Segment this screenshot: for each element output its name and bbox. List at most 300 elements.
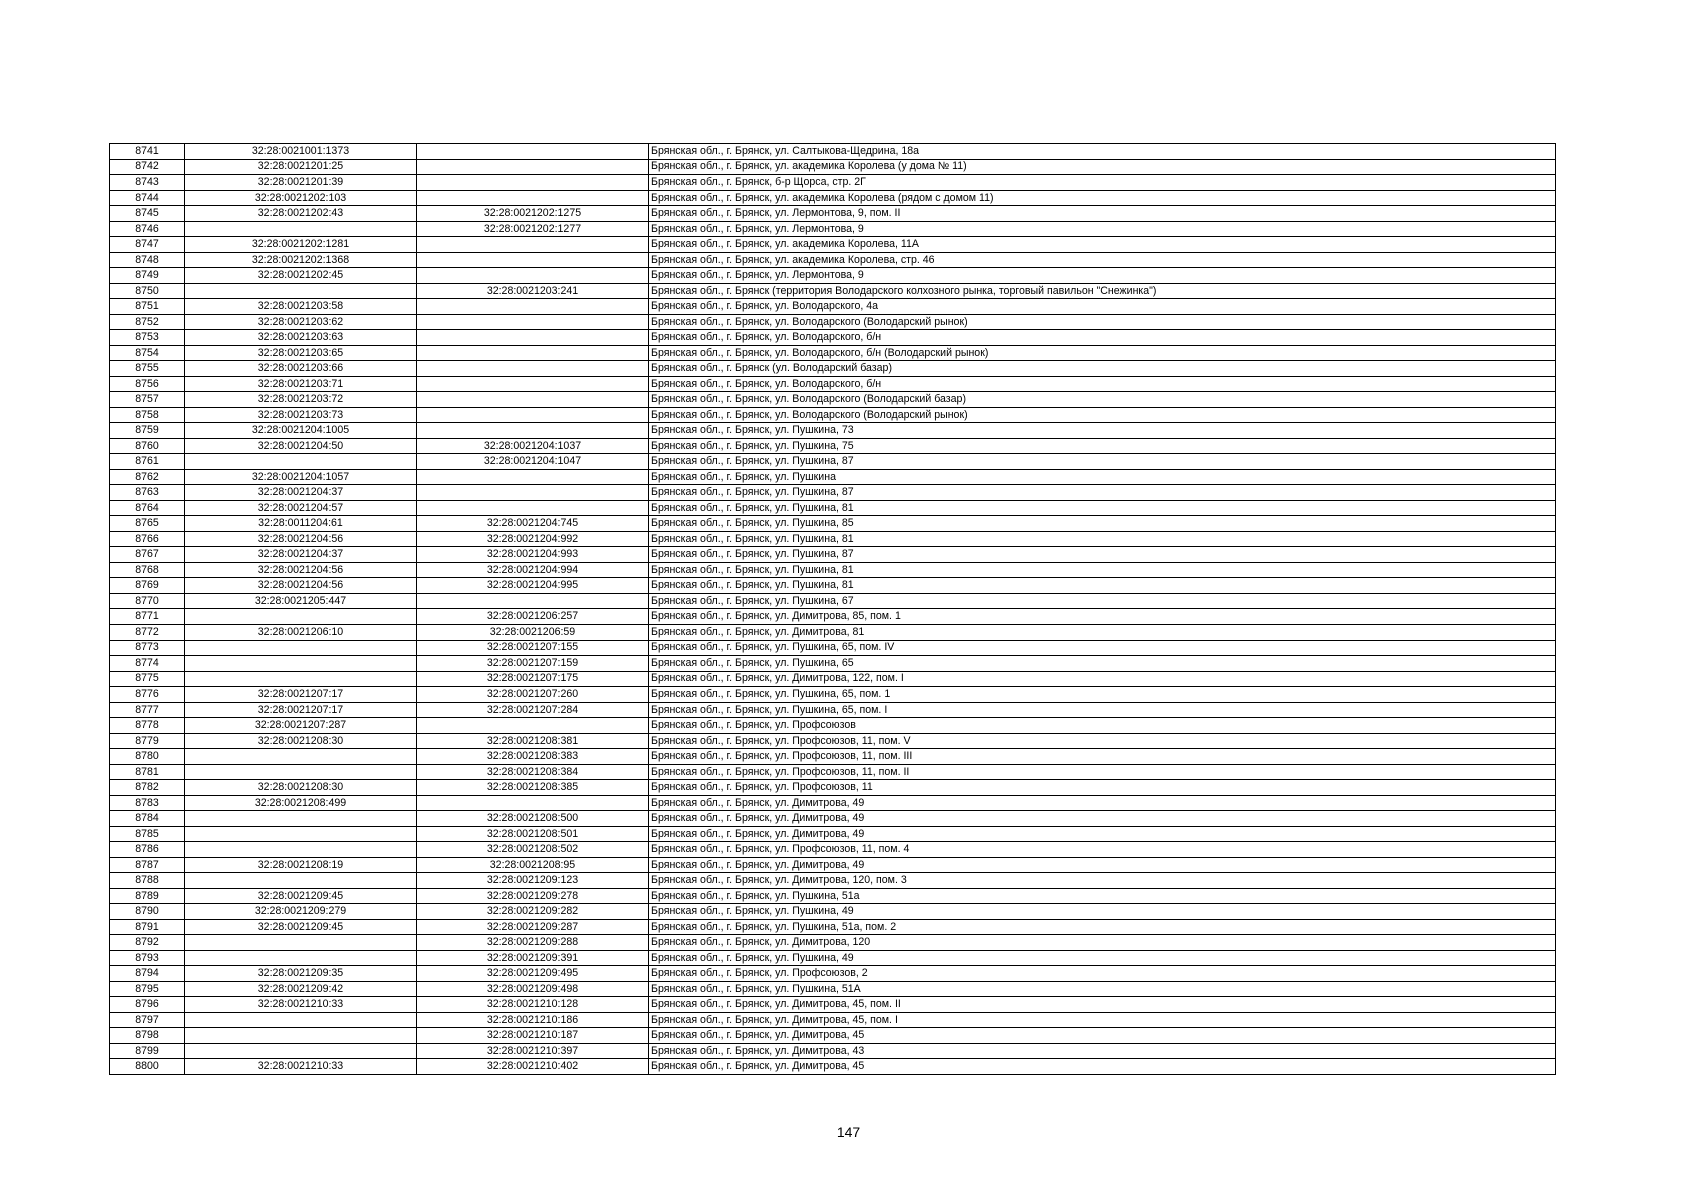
cadastral-number-cell — [185, 454, 417, 470]
premises-cadastral-number-cell: 32:28:0021210:186 — [417, 1012, 649, 1028]
address-cell: Брянская обл., г. Брянск, ул. Пушкина, 81 — [649, 578, 1556, 594]
address-cell: Брянская обл., г. Брянск, ул. академика Королева, 11А — [649, 237, 1556, 253]
row-number-cell: 8763 — [110, 485, 185, 501]
premises-cadastral-number-cell — [417, 345, 649, 361]
table-row — [110, 531, 1556, 547]
table-row — [110, 842, 1556, 858]
address-cell: Брянская обл., г. Брянск, ул. Пушкина, 65, пом. I — [649, 702, 1556, 718]
row-number-cell: 8758 — [110, 407, 185, 423]
address-cell: Брянская обл., г. Брянск, ул. Лермонтова, 9, пом. II — [649, 206, 1556, 222]
row-number-cell: 8786 — [110, 842, 185, 858]
table-row — [110, 175, 1556, 191]
address-cell: Брянская обл., г. Брянск, ул. Пушкина, 51А — [649, 981, 1556, 997]
premises-cadastral-number-cell: 32:28:0021208:385 — [417, 780, 649, 796]
table-row — [110, 795, 1556, 811]
address-cell: Брянская обл., г. Брянск, ул. Лермонтова, 9 — [649, 221, 1556, 237]
table-row — [110, 376, 1556, 392]
address-cell: Брянская обл., г. Брянск, ул. Пушкина, 49 — [649, 904, 1556, 920]
table-row — [110, 702, 1556, 718]
premises-cadastral-number-cell — [417, 718, 649, 734]
row-number-cell: 8749 — [110, 268, 185, 284]
cadastral-number-cell: 32:28:0021203:65 — [185, 345, 417, 361]
address-cell: Брянская обл., г. Брянск, ул. Володарского (Володарский рынок) — [649, 314, 1556, 330]
table-row — [110, 485, 1556, 501]
premises-cadastral-number-cell — [417, 268, 649, 284]
row-number-cell: 8781 — [110, 764, 185, 780]
premises-cadastral-number-cell: 32:28:0021209:495 — [417, 966, 649, 982]
row-number-cell: 8759 — [110, 423, 185, 439]
address-cell: Брянская обл., г. Брянск, ул. Профсоюзов, 11, пом. II — [649, 764, 1556, 780]
table-row — [110, 516, 1556, 532]
cadastral-number-cell — [185, 640, 417, 656]
premises-cadastral-number-cell: 32:28:0021210:402 — [417, 1059, 649, 1075]
premises-cadastral-number-cell: 32:28:0021204:745 — [417, 516, 649, 532]
row-number-cell: 8779 — [110, 733, 185, 749]
premises-cadastral-number-cell: 32:28:0021204:1037 — [417, 438, 649, 454]
address-cell: Брянская обл., г. Брянск, ул. Димитрова, 85, пом. 1 — [649, 609, 1556, 625]
premises-cadastral-number-cell: 32:28:0021204:994 — [417, 562, 649, 578]
cadastral-number-cell — [185, 842, 417, 858]
cadastral-number-cell: 32:28:0021208:19 — [185, 857, 417, 873]
cadastral-number-cell — [185, 749, 417, 765]
row-number-cell: 8760 — [110, 438, 185, 454]
cadastral-number-cell: 32:28:0021001:1373 — [185, 144, 417, 160]
cadastral-number-cell: 32:28:0021207:287 — [185, 718, 417, 734]
premises-cadastral-number-cell: 32:28:0021208:502 — [417, 842, 649, 858]
table-row — [110, 299, 1556, 315]
row-number-cell: 8792 — [110, 935, 185, 951]
table-row — [110, 345, 1556, 361]
premises-cadastral-number-cell — [417, 500, 649, 516]
table-row — [110, 1059, 1556, 1075]
row-number-cell: 8789 — [110, 888, 185, 904]
address-cell: Брянская обл., г. Брянск, ул. Пушкина, 87 — [649, 454, 1556, 470]
row-number-cell: 8761 — [110, 454, 185, 470]
cadastral-number-cell — [185, 656, 417, 672]
address-cell: Брянская обл., г. Брянск (территория Володарского колхозного рынка, торговый павильон "Снежинка") — [649, 283, 1556, 299]
address-cell: Брянская обл., г. Брянск, ул. Пушкина, 87 — [649, 485, 1556, 501]
row-number-cell: 8744 — [110, 190, 185, 206]
table-row — [110, 361, 1556, 377]
address-cell: Брянская обл., г. Брянск, ул. академика Королева, стр. 46 — [649, 252, 1556, 268]
premises-cadastral-number-cell — [417, 423, 649, 439]
table-row — [110, 687, 1556, 703]
row-number-cell: 8791 — [110, 919, 185, 935]
table-row — [110, 438, 1556, 454]
cadastral-number-cell: 32:28:0021203:71 — [185, 376, 417, 392]
address-cell: Брянская обл., г. Брянск, ул. Димитрова, 122, пом. I — [649, 671, 1556, 687]
cadastral-number-cell: 32:28:0021203:73 — [185, 407, 417, 423]
row-number-cell: 8764 — [110, 500, 185, 516]
premises-cadastral-number-cell — [417, 144, 649, 160]
premises-cadastral-number-cell: 32:28:0021204:1047 — [417, 454, 649, 470]
premises-cadastral-number-cell: 32:28:0021207:284 — [417, 702, 649, 718]
table-row — [110, 671, 1556, 687]
table-row — [110, 826, 1556, 842]
table-row — [110, 888, 1556, 904]
table-row — [110, 919, 1556, 935]
address-cell: Брянская обл., г. Брянск, ул. Пушкина, 65, пом. IV — [649, 640, 1556, 656]
cadastral-number-cell: 32:28:0021204:1005 — [185, 423, 417, 439]
address-cell: Брянская обл., г. Брянск, ул. Профсоюзов, 11 — [649, 780, 1556, 796]
premises-cadastral-number-cell — [417, 252, 649, 268]
premises-cadastral-number-cell: 32:28:0021208:501 — [417, 826, 649, 842]
address-cell: Брянская обл., г. Брянск, ул. Пушкина, 73 — [649, 423, 1556, 439]
row-number-cell: 8796 — [110, 997, 185, 1013]
cadastral-number-cell — [185, 873, 417, 889]
row-number-cell: 8778 — [110, 718, 185, 734]
cadastral-number-cell: 32:28:0021205:447 — [185, 593, 417, 609]
address-cell: Брянская обл., г. Брянск, ул. Володарского (Володарский рынок) — [649, 407, 1556, 423]
table-row — [110, 981, 1556, 997]
premises-cadastral-number-cell: 32:28:0021208:383 — [417, 749, 649, 765]
cadastral-number-cell: 32:28:0021201:25 — [185, 159, 417, 175]
row-number-cell: 8800 — [110, 1059, 185, 1075]
address-cell: Брянская обл., г. Брянск, ул. Володарского, б/н (Володарский рынок) — [649, 345, 1556, 361]
row-number-cell: 8753 — [110, 330, 185, 346]
premises-cadastral-number-cell: 32:28:0021207:175 — [417, 671, 649, 687]
address-cell: Брянская обл., г. Брянск, ул. Пушкина, 49 — [649, 950, 1556, 966]
cadastral-number-cell: 32:28:0021208:30 — [185, 780, 417, 796]
table-row — [110, 268, 1556, 284]
row-number-cell: 8748 — [110, 252, 185, 268]
table-row — [110, 159, 1556, 175]
cadastral-number-cell — [185, 671, 417, 687]
address-cell: Брянская обл., г. Брянск, ул. Профсоюзов, 11, пом. 4 — [649, 842, 1556, 858]
premises-cadastral-number-cell — [417, 593, 649, 609]
premises-cadastral-number-cell — [417, 314, 649, 330]
premises-cadastral-number-cell — [417, 330, 649, 346]
premises-cadastral-number-cell — [417, 485, 649, 501]
address-cell: Брянская обл., г. Брянск, ул. Пушкина, 51а — [649, 888, 1556, 904]
table-row — [110, 966, 1556, 982]
cadastral-number-cell: 32:28:0021204:56 — [185, 531, 417, 547]
cadastral-number-cell: 32:28:0021210:33 — [185, 997, 417, 1013]
cadastral-number-cell: 32:28:0021203:63 — [185, 330, 417, 346]
address-cell: Брянская обл., г. Брянск, ул. Пушкина, 85 — [649, 516, 1556, 532]
page-number: 147 — [836, 1124, 861, 1140]
row-number-cell: 8787 — [110, 857, 185, 873]
address-cell: Брянская обл., г. Брянск, б-р Щорса, стр. 2Г — [649, 175, 1556, 191]
table-row — [110, 780, 1556, 796]
cadastral-number-cell: 32:28:0021210:33 — [185, 1059, 417, 1075]
table-row — [110, 190, 1556, 206]
address-cell: Брянская обл., г. Брянск, ул. Пушкина, 51а, пом. 2 — [649, 919, 1556, 935]
row-number-cell: 8797 — [110, 1012, 185, 1028]
cadastral-number-cell — [185, 764, 417, 780]
cadastral-number-cell: 32:28:0021203:58 — [185, 299, 417, 315]
registry-table — [109, 143, 1556, 1075]
address-cell: Брянская обл., г. Брянск, ул. Пушкина, 87 — [649, 547, 1556, 563]
table-row — [110, 1043, 1556, 1059]
premises-cadastral-number-cell: 32:28:0021209:498 — [417, 981, 649, 997]
premises-cadastral-number-cell: 32:28:0021204:992 — [417, 531, 649, 547]
address-cell: Брянская обл., г. Брянск, ул. Пушкина, 67 — [649, 593, 1556, 609]
address-cell: Брянская обл., г. Брянск, ул. Профсоюзов, 11, пом. III — [649, 749, 1556, 765]
cadastral-number-cell: 32:28:0021204:37 — [185, 547, 417, 563]
row-number-cell: 8754 — [110, 345, 185, 361]
row-number-cell: 8773 — [110, 640, 185, 656]
table-row — [110, 330, 1556, 346]
cadastral-number-cell: 32:28:0021203:62 — [185, 314, 417, 330]
premises-cadastral-number-cell: 32:28:0021202:1275 — [417, 206, 649, 222]
premises-cadastral-number-cell — [417, 407, 649, 423]
row-number-cell: 8799 — [110, 1043, 185, 1059]
cadastral-number-cell: 32:28:0021202:1281 — [185, 237, 417, 253]
premises-cadastral-number-cell: 32:28:0021207:260 — [417, 687, 649, 703]
address-cell: Брянская обл., г. Брянск, ул. Димитрова, 49 — [649, 857, 1556, 873]
address-cell: Брянская обл., г. Брянск, ул. Димитрова, 49 — [649, 826, 1556, 842]
row-number-cell: 8783 — [110, 795, 185, 811]
address-cell: Брянская обл., г. Брянск, ул. Димитрова, 120 — [649, 935, 1556, 951]
row-number-cell: 8775 — [110, 671, 185, 687]
row-number-cell: 8767 — [110, 547, 185, 563]
cadastral-number-cell: 32:28:0021207:17 — [185, 702, 417, 718]
row-number-cell: 8766 — [110, 531, 185, 547]
table-row — [110, 935, 1556, 951]
premises-cadastral-number-cell — [417, 159, 649, 175]
address-cell: Брянская обл., г. Брянск, ул. Димитрова, 81 — [649, 624, 1556, 640]
cadastral-number-cell — [185, 935, 417, 951]
row-number-cell: 8798 — [110, 1028, 185, 1044]
premises-cadastral-number-cell — [417, 392, 649, 408]
row-number-cell: 8794 — [110, 966, 185, 982]
premises-cadastral-number-cell: 32:28:0021207:155 — [417, 640, 649, 656]
row-number-cell: 8771 — [110, 609, 185, 625]
table-row — [110, 144, 1556, 160]
cadastral-number-cell: 32:28:0021202:45 — [185, 268, 417, 284]
table-row — [110, 423, 1556, 439]
address-cell: Брянская обл., г. Брянск, ул. Профсоюзов, 2 — [649, 966, 1556, 982]
address-cell: Брянская обл., г. Брянск, ул. Профсоюзов — [649, 718, 1556, 734]
table-row — [110, 252, 1556, 268]
row-number-cell: 8782 — [110, 780, 185, 796]
table-row — [110, 454, 1556, 470]
premises-cadastral-number-cell: 32:28:0021208:95 — [417, 857, 649, 873]
table-row — [110, 733, 1556, 749]
table-row — [110, 407, 1556, 423]
cadastral-number-cell: 32:28:0021201:39 — [185, 175, 417, 191]
row-number-cell: 8790 — [110, 904, 185, 920]
premises-cadastral-number-cell: 32:28:0021210:128 — [417, 997, 649, 1013]
address-cell: Брянская обл., г. Брянск, ул. Пушкина, 81 — [649, 531, 1556, 547]
cadastral-number-cell: 32:28:0021204:37 — [185, 485, 417, 501]
cadastral-number-cell — [185, 950, 417, 966]
table-row — [110, 764, 1556, 780]
cadastral-number-cell: 32:28:0021204:56 — [185, 578, 417, 594]
cadastral-number-cell: 32:28:0021206:10 — [185, 624, 417, 640]
table-row — [110, 950, 1556, 966]
premises-cadastral-number-cell — [417, 175, 649, 191]
table-row — [110, 749, 1556, 765]
cadastral-number-cell: 32:28:0021207:17 — [185, 687, 417, 703]
address-cell: Брянская обл., г. Брянск, ул. Пушкина, 65 — [649, 656, 1556, 672]
address-cell: Брянская обл., г. Брянск, ул. Димитрова, 43 — [649, 1043, 1556, 1059]
address-cell: Брянская обл., г. Брянск, ул. Димитрова, 45 — [649, 1059, 1556, 1075]
table-row — [110, 593, 1556, 609]
premises-cadastral-number-cell: 32:28:0021210:187 — [417, 1028, 649, 1044]
cadastral-number-cell: 32:28:0021208:499 — [185, 795, 417, 811]
table-row — [110, 1028, 1556, 1044]
cadastral-number-cell — [185, 811, 417, 827]
cadastral-number-cell: 32:28:0021203:66 — [185, 361, 417, 377]
table-row — [110, 221, 1556, 237]
cadastral-number-cell: 32:28:0021208:30 — [185, 733, 417, 749]
premises-cadastral-number-cell: 32:28:0021209:391 — [417, 950, 649, 966]
row-number-cell: 8770 — [110, 593, 185, 609]
premises-cadastral-number-cell — [417, 237, 649, 253]
premises-cadastral-number-cell: 32:28:0021208:500 — [417, 811, 649, 827]
premises-cadastral-number-cell — [417, 795, 649, 811]
premises-cadastral-number-cell: 32:28:0021204:995 — [417, 578, 649, 594]
address-cell: Брянская обл., г. Брянск, ул. Пушкина, 81 — [649, 500, 1556, 516]
table-row — [110, 392, 1556, 408]
cadastral-number-cell: 32:28:0011204:61 — [185, 516, 417, 532]
row-number-cell: 8751 — [110, 299, 185, 315]
table-row — [110, 500, 1556, 516]
address-cell: Брянская обл., г. Брянск, ул. Димитрова, 49 — [649, 795, 1556, 811]
address-cell: Брянская обл., г. Брянск, ул. Димитрова, 45 — [649, 1028, 1556, 1044]
cadastral-number-cell: 32:28:0021209:42 — [185, 981, 417, 997]
table-row — [110, 1012, 1556, 1028]
table-row — [110, 624, 1556, 640]
premises-cadastral-number-cell — [417, 361, 649, 377]
premises-cadastral-number-cell: 32:28:0021210:397 — [417, 1043, 649, 1059]
address-cell: Брянская обл., г. Брянск, ул. Димитрова, 49 — [649, 811, 1556, 827]
address-cell: Брянская обл., г. Брянск, ул. Пушкина, 81 — [649, 562, 1556, 578]
cadastral-number-cell: 32:28:0021202:1368 — [185, 252, 417, 268]
cadastral-number-cell — [185, 1028, 417, 1044]
premises-cadastral-number-cell — [417, 190, 649, 206]
table-row — [110, 469, 1556, 485]
table-row — [110, 811, 1556, 827]
cadastral-number-cell: 32:28:0021209:45 — [185, 888, 417, 904]
row-number-cell: 8752 — [110, 314, 185, 330]
table-row — [110, 283, 1556, 299]
row-number-cell: 8755 — [110, 361, 185, 377]
table-row — [110, 718, 1556, 734]
cadastral-number-cell: 32:28:0021204:1057 — [185, 469, 417, 485]
row-number-cell: 8774 — [110, 656, 185, 672]
cadastral-number-cell: 32:28:0021202:103 — [185, 190, 417, 206]
cadastral-number-cell: 32:28:0021204:57 — [185, 500, 417, 516]
row-number-cell: 8756 — [110, 376, 185, 392]
cadastral-number-cell — [185, 609, 417, 625]
row-number-cell: 8780 — [110, 749, 185, 765]
row-number-cell: 8742 — [110, 159, 185, 175]
cadastral-number-cell: 32:28:0021204:56 — [185, 562, 417, 578]
address-cell: Брянская обл., г. Брянск, ул. Володарского, 4а — [649, 299, 1556, 315]
address-cell: Брянская обл., г. Брянск, ул. Пушкина, 65, пом. 1 — [649, 687, 1556, 703]
registry-table-body — [110, 144, 1556, 1075]
row-number-cell: 8750 — [110, 283, 185, 299]
address-cell: Брянская обл., г. Брянск, ул. академика Королева (у дома № 11) — [649, 159, 1556, 175]
table-row — [110, 904, 1556, 920]
cadastral-number-cell — [185, 826, 417, 842]
address-cell: Брянская обл., г. Брянск, ул. Димитрова, 45, пом. I — [649, 1012, 1556, 1028]
address-cell: Брянская обл., г. Брянск, ул. Володарского (Володарский базар) — [649, 392, 1556, 408]
premises-cadastral-number-cell — [417, 469, 649, 485]
premises-cadastral-number-cell: 32:28:0021208:384 — [417, 764, 649, 780]
cadastral-number-cell — [185, 221, 417, 237]
address-cell: Брянская обл., г. Брянск, ул. Профсоюзов, 11, пом. V — [649, 733, 1556, 749]
row-number-cell: 8793 — [110, 950, 185, 966]
cadastral-number-cell: 32:28:0021209:35 — [185, 966, 417, 982]
row-number-cell: 8784 — [110, 811, 185, 827]
address-cell: Брянская обл., г. Брянск, ул. Пушкина, 75 — [649, 438, 1556, 454]
row-number-cell: 8757 — [110, 392, 185, 408]
row-number-cell: 8746 — [110, 221, 185, 237]
address-cell: Брянская обл., г. Брянск, ул. Володарского, б/н — [649, 330, 1556, 346]
cadastral-number-cell — [185, 283, 417, 299]
premises-cadastral-number-cell: 32:28:0021209:288 — [417, 935, 649, 951]
row-number-cell: 8741 — [110, 144, 185, 160]
row-number-cell: 8788 — [110, 873, 185, 889]
row-number-cell: 8785 — [110, 826, 185, 842]
row-number-cell: 8762 — [110, 469, 185, 485]
row-number-cell: 8747 — [110, 237, 185, 253]
row-number-cell: 8795 — [110, 981, 185, 997]
table-row — [110, 656, 1556, 672]
table-row — [110, 997, 1556, 1013]
row-number-cell: 8777 — [110, 702, 185, 718]
table-row — [110, 562, 1556, 578]
premises-cadastral-number-cell: 32:28:0021209:287 — [417, 919, 649, 935]
premises-cadastral-number-cell: 32:28:0021204:993 — [417, 547, 649, 563]
table-row — [110, 547, 1556, 563]
cadastral-number-cell: 32:28:0021209:45 — [185, 919, 417, 935]
address-cell: Брянская обл., г. Брянск, ул. академика Королева (рядом с домом 11) — [649, 190, 1556, 206]
cadastral-number-cell: 32:28:0021203:72 — [185, 392, 417, 408]
row-number-cell: 8743 — [110, 175, 185, 191]
table-row — [110, 206, 1556, 222]
premises-cadastral-number-cell: 32:28:0021202:1277 — [417, 221, 649, 237]
cadastral-number-cell: 32:28:0021202:43 — [185, 206, 417, 222]
address-cell: Брянская обл., г. Брянск, ул. Пушкина — [649, 469, 1556, 485]
row-number-cell: 8769 — [110, 578, 185, 594]
address-cell: Брянская обл., г. Брянск, ул. Димитрова, 45, пом. II — [649, 997, 1556, 1013]
table-row — [110, 237, 1556, 253]
premises-cadastral-number-cell: 32:28:0021206:257 — [417, 609, 649, 625]
row-number-cell: 8768 — [110, 562, 185, 578]
address-cell: Брянская обл., г. Брянск, ул. Володарского, б/н — [649, 376, 1556, 392]
cadastral-number-cell: 32:28:0021204:50 — [185, 438, 417, 454]
premises-cadastral-number-cell: 32:28:0021209:123 — [417, 873, 649, 889]
cadastral-number-cell — [185, 1012, 417, 1028]
premises-cadastral-number-cell: 32:28:0021208:381 — [417, 733, 649, 749]
address-cell: Брянская обл., г. Брянск (ул. Володарский базар) — [649, 361, 1556, 377]
cadastral-number-cell: 32:28:0021209:279 — [185, 904, 417, 920]
premises-cadastral-number-cell — [417, 299, 649, 315]
cadastral-number-cell — [185, 1043, 417, 1059]
premises-cadastral-number-cell: 32:28:0021209:278 — [417, 888, 649, 904]
premises-cadastral-number-cell: 32:28:0021207:159 — [417, 656, 649, 672]
address-cell: Брянская обл., г. Брянск, ул. Лермонтова, 9 — [649, 268, 1556, 284]
row-number-cell: 8772 — [110, 624, 185, 640]
table-row — [110, 873, 1556, 889]
row-number-cell: 8745 — [110, 206, 185, 222]
premises-cadastral-number-cell: 32:28:0021209:282 — [417, 904, 649, 920]
premises-cadastral-number-cell: 32:28:0021203:241 — [417, 283, 649, 299]
address-cell: Брянская обл., г. Брянск, ул. Салтыкова-Щедрина, 18а — [649, 144, 1556, 160]
row-number-cell: 8776 — [110, 687, 185, 703]
table-row — [110, 609, 1556, 625]
table-row — [110, 857, 1556, 873]
table-row — [110, 314, 1556, 330]
premises-cadastral-number-cell: 32:28:0021206:59 — [417, 624, 649, 640]
address-cell: Брянская обл., г. Брянск, ул. Димитрова, 120, пом. 3 — [649, 873, 1556, 889]
premises-cadastral-number-cell — [417, 376, 649, 392]
